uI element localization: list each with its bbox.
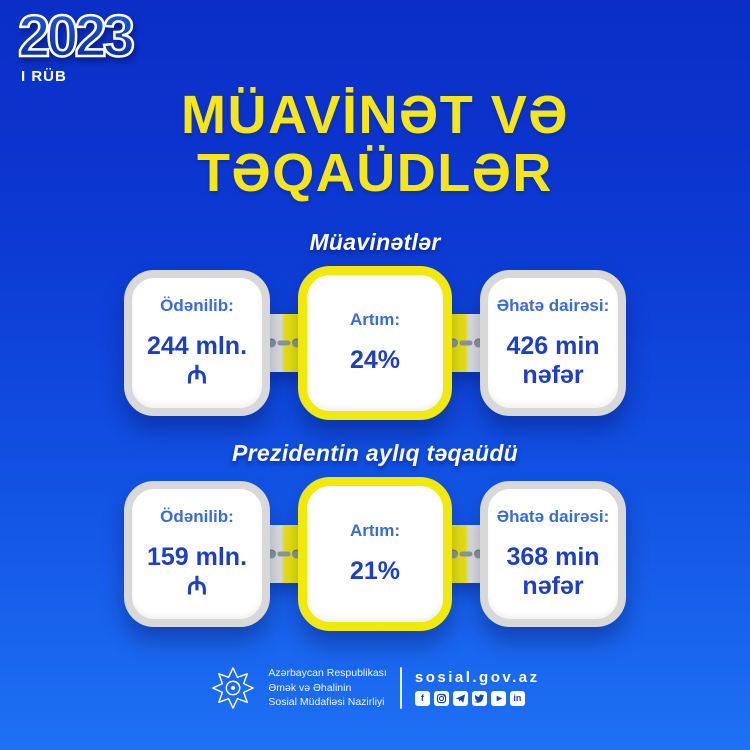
connector-dash-icon [460, 551, 473, 556]
social-icons-row [415, 691, 540, 706]
connector-dash-icon [278, 551, 291, 556]
cards-row-prezident-teqaudu [124, 477, 626, 631]
footer [210, 665, 539, 711]
telegram-icon [453, 691, 468, 706]
website-url: sosial.gov.az [414, 669, 540, 687]
ministry-name-line2: Əmək və Əhalinin [268, 681, 352, 694]
ministry-name-line1: Azərbaycan Respublikası [268, 667, 387, 680]
card-label: Əhatə dairəsi: [496, 295, 610, 315]
facebook-icon: f [415, 691, 430, 706]
card-label: Ödənilib: [160, 295, 234, 315]
year-label: 2023 [18, 4, 132, 69]
card-paid [124, 481, 270, 627]
card-coverage [480, 270, 626, 416]
section-heading-muavinetler: Müavinətlər [309, 228, 441, 255]
card-coverage [480, 481, 626, 627]
linkedin-icon: in [510, 691, 525, 706]
card-paid [124, 270, 270, 416]
quarter-label: I RÜB [21, 68, 67, 85]
card-value: 244 mln.₼ [146, 331, 248, 389]
card-value: 426 min nəfər [506, 331, 600, 389]
year-quarter-badge [18, 4, 132, 85]
card-growth [298, 266, 452, 420]
twitter-icon [472, 691, 487, 706]
card-value: 21% [349, 557, 401, 586]
card-label: Əhatə dairəsi: [496, 506, 610, 526]
instagram-icon [434, 691, 449, 706]
connector-dash-icon [460, 340, 473, 345]
page-title [181, 86, 569, 203]
ministry-name [268, 666, 386, 709]
connector-dash-icon [278, 340, 291, 345]
card-label: Artım: [349, 521, 401, 541]
page-title-line2: TƏQAÜDLƏR [197, 143, 553, 204]
ministry-emblem-icon [210, 665, 256, 711]
section-heading-prezident-teqaudu: Prezidentin aylıq təqaüdü [231, 439, 519, 466]
youtube-icon [491, 691, 506, 706]
card-label: Artım: [349, 310, 401, 330]
cards-row-muavinetler [124, 266, 626, 420]
card-label: Ödənilib: [160, 506, 234, 526]
card-growth [298, 477, 452, 631]
card-value: 368 min nəfər [506, 542, 600, 600]
card-value: 159 mln.₼ [146, 542, 248, 600]
ministry-name-line3: Sosial Müdafiəsi Nazirliyi [268, 695, 385, 708]
page-title-line1: MÜAVİNƏT VƏ [181, 85, 569, 145]
footer-divider [400, 667, 402, 709]
website-block [415, 669, 540, 706]
card-value: 24% [349, 346, 401, 375]
